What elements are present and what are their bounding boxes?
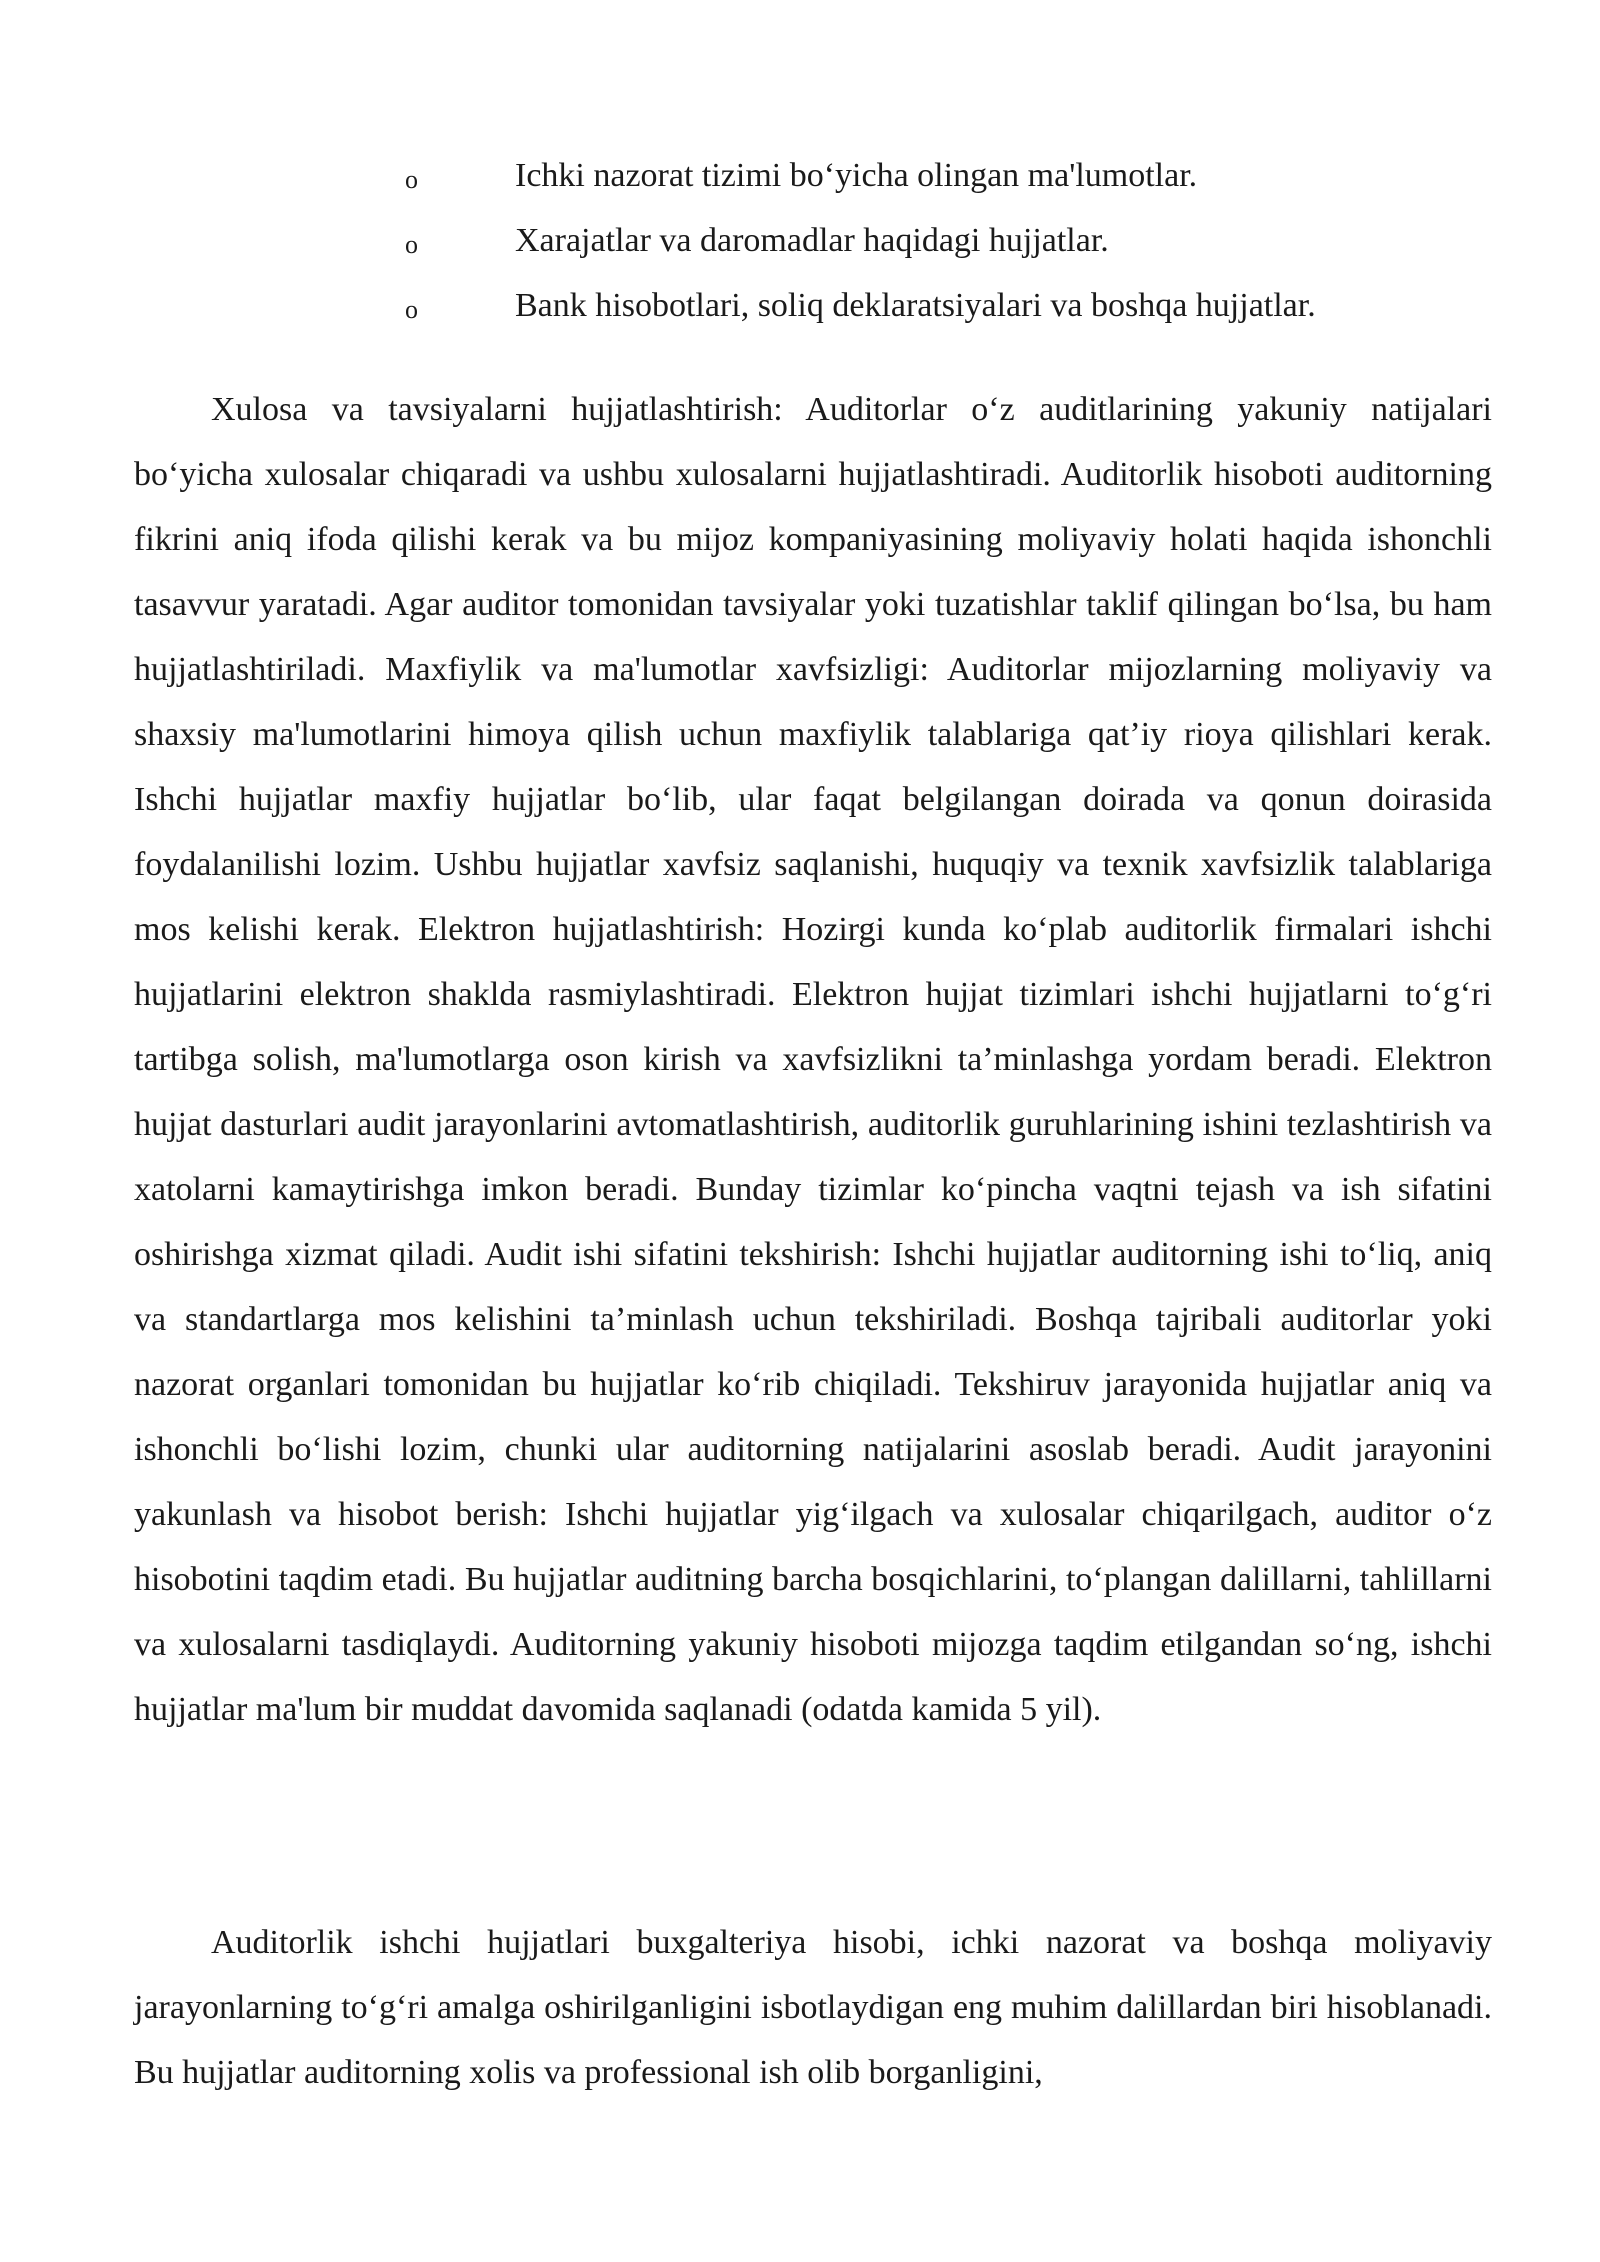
body-paragraph: Auditorlik ishchi hujjatlari buxgalteriya hisobi, ichki nazorat va boshqa moliyaviy jarayonlarning to‘g‘ri amalga oshirilganligini isbotlaydigan eng muhim dalillardan biri hisoblanadi. Bu hujjatlar auditorning xolis va professional ish olib borganligini, — [134, 1924, 1492, 2091]
bullet-marker: o — [405, 165, 418, 194]
bullet-text: Ichki nazorat tizimi bo‘yicha olingan ma'lumotlar. — [515, 157, 1198, 194]
list-item — [0, 150, 1600, 215]
bullet-marker: o — [405, 295, 418, 324]
bullet-text: Xarajatlar va daromadlar haqidagi hujjatlar. — [515, 222, 1109, 259]
body-paragraph: Xulosa va tavsiyalarni hujjatlashtirish: Auditorlar o‘z auditlarining yakuniy natijalari bo‘yicha xulosalar chiqaradi va ushbu xulosalarni hujjatlashtiradi. Auditorlik hisoboti auditorning fikrini aniq ifoda qilishi kerak va bu mijoz kompaniyasining moliyaviy holati haqida ishonchli tasavvur yaratadi. Agar auditor tomonidan tavsiyalar yoki tuzatishlar taklif qilingan bo‘lsa, bu ham hujjatlashtiriladi. Maxfiylik va ma'lumotlar xavfsizligi: Auditorlar mijozlarning moliyaviy va shaxsiy ma'lumotlarini himoya qilish uchun maxfiylik talablariga qat’iy rioya qilishlari kerak. Ishchi hujjatlar maxfiy hujjatlar bo‘lib, ular faqat belgilangan doirada va qonun doirasida foydalanilishi lozim. Ushbu hujjatlar xavfsiz saqlanishi, huquqiy va texnik xavfsizlik talablariga mos kelishi kerak. Elektron hujjatlashtirish: Hozirgi kunda ko‘plab auditorlik firmalari ishchi hujjatlarini elektron shaklda rasmiylashtiradi. Elektron hujjat tizimlari ishchi hujjatlarni to‘g‘ri tartibga solish, ma'lumotlarga oson kirish va xavfsizlikni ta’minlashga yordam beradi. Elektron hujjat dasturlari audit jarayonlarini avtomatlashtirish, auditorlik guruhlarining ishini tezlashtirish va xatolarni kamaytirishga imkon beradi. Bunday tizimlar ko‘pincha vaqtni tejash va ish sifatini oshirishga xizmat qiladi. Audit ishi sifatini tekshirish: Ishchi hujjatlar auditorning ishi to‘liq, aniq va standartlarga mos kelishini ta’minlash uchun tekshiriladi. Boshqa tajribali auditorlar yoki nazorat organlari tomonidan bu hujjatlar ko‘rib chiqiladi. Tekshiruv jarayonida hujjatlar aniq va ishonchli bo‘lishi lozim, chunki ular auditorning natijalarini asoslab beradi. Audit jarayonini yakunlash va hisobot berish: Ishchi hujjatlar yig‘ilgach va xulosalar chiqarilgach, auditor o‘z hisobotini taqdim etadi. Bu hujjatlar auditning barcha bosqichlarini, to‘plangan dalillarni, tahlillarni va xulosalarni tasdiqlaydi. Auditorning yakuniy hisoboti mijozga taqdim etilgandan so‘ng, ishchi hujjatlar ma'lum bir muddat davomida saqlanadi (odatda kamida 5 yil). — [134, 391, 1492, 1728]
bullet-list — [0, 150, 1600, 345]
list-item — [0, 280, 1600, 345]
bullet-text: Bank hisobotlari, soliq deklaratsiyalari va boshqa hujjatlar. — [515, 287, 1316, 324]
list-item — [0, 215, 1600, 280]
bullet-marker: o — [405, 230, 418, 259]
